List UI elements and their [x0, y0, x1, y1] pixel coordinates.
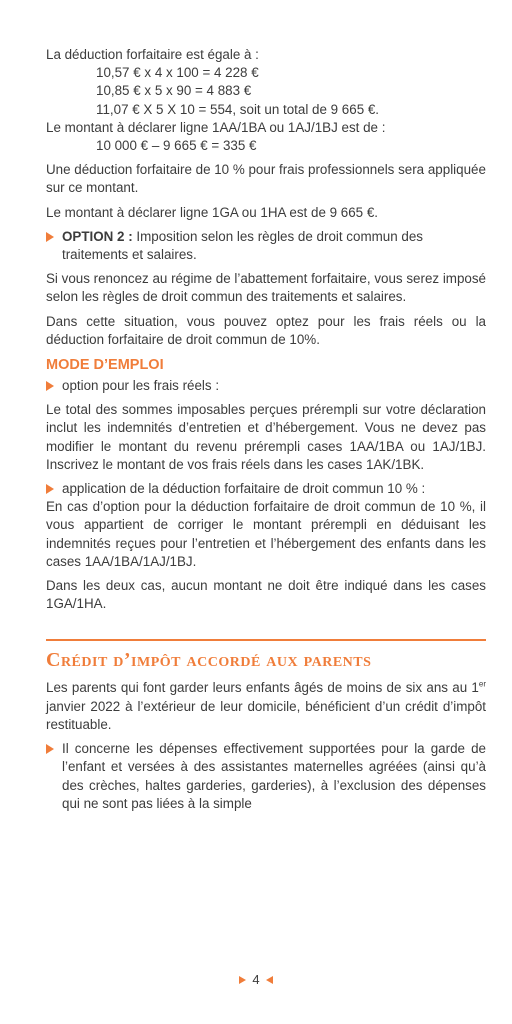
bullet-text: Il concerne les dépenses effectivement supportées pour la garde de l’enfant et versées à des assistantes maternelles agréées (ainsi qu’à des crèches, haltes garderies, garderies), à l’exclusion des dépenses qui ne sont pas liées à la simple: [62, 741, 486, 811]
paragraph: Si vous renoncez au régime de l’abattement forfaitaire, vous serez imposé selon les règles de droit commun des traitements et salaires.: [46, 271, 486, 305]
arrow-bullet-icon: [46, 744, 54, 754]
section-title: Crédit d’impôt accordé aux parents: [46, 649, 372, 672]
depenses-bullet: [46, 740, 486, 813]
option2-label: OPTION 2 :: [62, 228, 133, 244]
paragraph: Dans cette situation, vous pouvez optez pour les frais réels ou la déduction forfaitaire de droit commun de 10%.: [46, 313, 486, 347]
paragraph: Une déduction forfaitaire de 10 % pour frais professionnels sera appliquée sur ce montant.: [46, 162, 486, 196]
amount-to-declare: Le montant à déclarer ligne 1AA/1BA ou 1AJ/1BJ est de :: [46, 119, 386, 135]
calculation-line: 10,57 € x 4 x 100 = 4 228 €: [96, 65, 259, 81]
paragraph: Le total des sommes imposables perçues prérempli sur votre déclaration inclut les indemnités d’entretien et d’hébergement. Vous ne devez pas modifier le montant du revenu prérempli cases 1AA/1BA ou 1AJ/1BJ. Inscrivez le montant de vos frais réels dans les cases 1AK/1BK.: [46, 402, 486, 472]
deduction-bullet: [46, 480, 486, 498]
section-divider: [46, 639, 486, 641]
paragraph: En cas d’option pour la déduction forfaitaire de droit commun de 10 %, il vous appartient de corriger le montant prérempli en déduisant les indemnités reçues pour l’entretien et l’hébergement des enfants dans les cases 1AA/1BA/1AJ/1BJ.: [46, 499, 486, 569]
mode-emploi-heading: MODE D’EMPLOI: [46, 357, 164, 374]
page-footer: [0, 972, 512, 987]
bullet-text: option pour les frais réels :: [62, 378, 220, 394]
option2-bullet: [46, 228, 486, 264]
frais-reels-bullet: [46, 377, 486, 395]
paragraph-part: Les parents qui font garder leurs enfants âgés de moins de six ans au 1: [46, 680, 479, 696]
arrow-bullet-icon: [46, 381, 54, 391]
option2-text: Imposition selon les règles de droit commun des traitements et salaires.: [62, 228, 423, 263]
paragraph: Dans les deux cas, aucun montant ne doit être indiqué dans les cases 1GA/1HA.: [46, 578, 486, 612]
document-body: [46, 46, 486, 813]
arrow-right-icon: [239, 976, 246, 984]
paragraph: [46, 679, 486, 734]
arrow-left-icon: [266, 976, 273, 984]
superscript: er: [478, 680, 486, 690]
arrow-bullet-icon: [46, 484, 54, 494]
arrow-bullet-icon: [46, 232, 54, 242]
deduction-intro: La déduction forfaitaire est égale à :: [46, 47, 259, 62]
calculation-line: 10,85 € x 5 x 90 = 4 883 €: [96, 83, 252, 99]
calculation-line: 11,07 € X 5 X 10 = 554, soit un total de 9 665 €.: [96, 101, 380, 117]
paragraph-part: janvier 2022 à l’extérieur de leur domicile, bénéficient d’un crédit d’impôt restituable.: [46, 698, 486, 732]
bullet-text: application de la déduction forfaitaire de droit commun 10 % :: [62, 481, 426, 497]
paragraph: Le montant à déclarer ligne 1GA ou 1HA est de 9 665 €.: [46, 204, 379, 220]
page-number: 4: [252, 972, 260, 987]
calculation-line: 10 000 € – 9 665 € = 335 €: [96, 138, 257, 154]
